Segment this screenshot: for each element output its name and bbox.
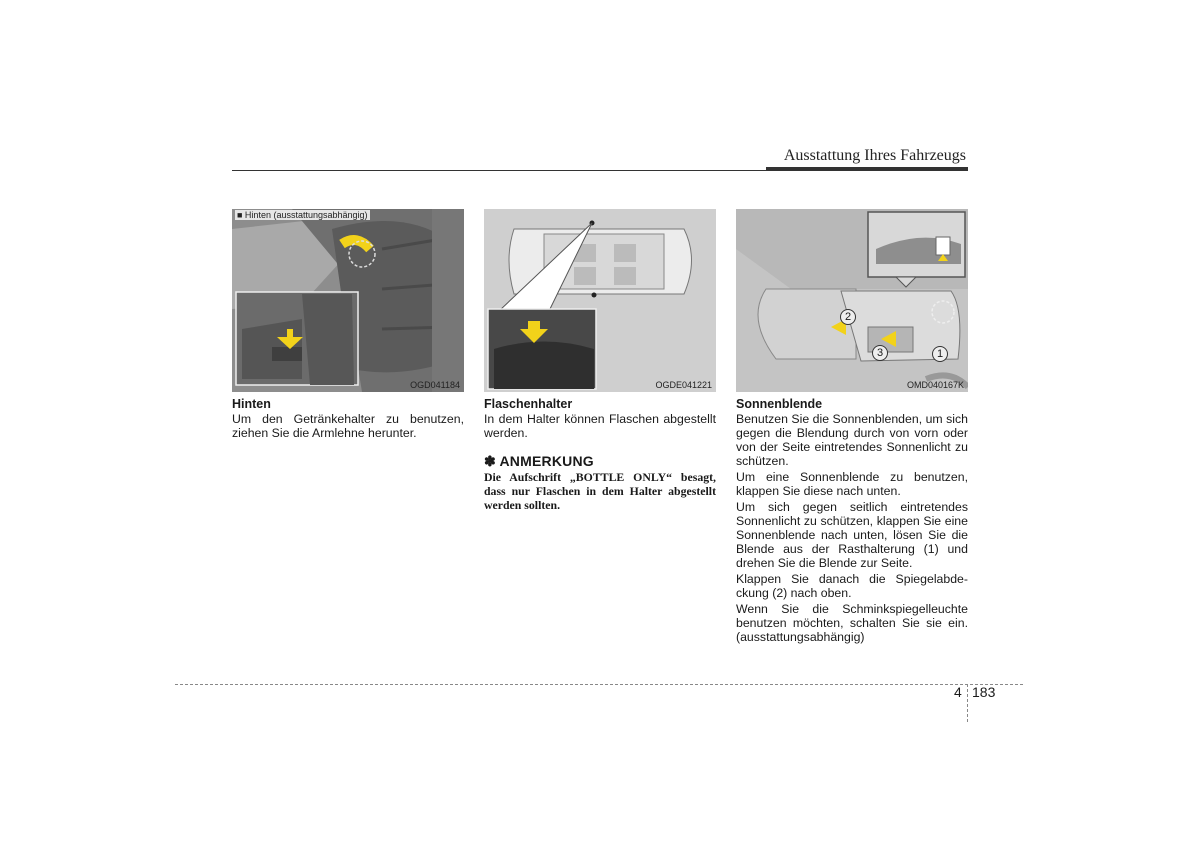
paragraph: Klappen Sie danach die Spiegelabde-ckung (2) nach oben.: [736, 572, 968, 600]
note-text: Die Aufschrift „BOTTLE ONLY“ besagt, dass nur Flaschen in dem Halter abgestellt werden sollten.: [484, 470, 716, 512]
section-title: Ausstattung Ihres Fahrzeugs: [783, 147, 966, 164]
sun-visor-illustration: [736, 209, 968, 392]
paragraph: Benutzen Sie die Sonnenblenden, um sich gegen die Blendung durch von vorn oder von der Seite eintretendes Sonnenlicht zu schützen.: [736, 412, 968, 468]
column-rear: [232, 396, 464, 442]
footer-rule: [175, 684, 1023, 685]
callout-2: 2: [840, 309, 856, 325]
column-sun-visor: [736, 396, 968, 646]
callout-3: 3: [872, 345, 888, 361]
footer-divider: [967, 684, 968, 722]
figure-sun-visor: [736, 209, 968, 392]
figure-rear-armrest: [232, 209, 464, 392]
heading-sun-visor: Sonnenblende: [736, 397, 823, 411]
page-number: 183: [972, 684, 996, 700]
variant-badge: ■ Hinten (ausstattungsabhängig): [237, 210, 368, 220]
paragraph: Um sich gegen seitlich eintretendes Sonnenlicht zu schützen, klappen Sie eine Sonnenblende nach unten, lösen Sie die Blende aus der Rasthalterung (1) und drehen Sie die Blende zur Seite.: [736, 500, 968, 570]
note-heading: ✽ ANMERKUNG: [484, 453, 594, 469]
paragraph: Um den Getränkehalter zu benutzen, ziehen Sie die Armlehne herunter.: [232, 412, 464, 440]
car-topview-illustration: [484, 209, 716, 392]
rear-seat-illustration: [232, 209, 464, 392]
heading-bottle-holder: Flaschenhalter: [484, 397, 573, 411]
paragraph: Um eine Sonnenblende zu benutzen, klappen Sie diese nach unten.: [736, 470, 968, 498]
figure-code: OMD040167K: [906, 380, 964, 390]
figure-code: OGD041184: [410, 380, 460, 390]
heading-rear: Hinten: [232, 397, 271, 411]
column-bottle-holder: [484, 396, 716, 512]
callout-1: 1: [932, 346, 948, 362]
header-bar: [766, 167, 968, 171]
section-number: 4: [954, 684, 962, 700]
figure-bottle-holder: [484, 209, 716, 392]
paragraph: In dem Halter können Flaschen abgestellt werden.: [484, 412, 716, 440]
figure-code: OGDE041221: [655, 380, 712, 390]
paragraph: Wenn Sie die Schminkspiegelleuchte benutzen möchten, schalten Sie sie ein. (ausstattungsabhängig): [736, 602, 968, 644]
